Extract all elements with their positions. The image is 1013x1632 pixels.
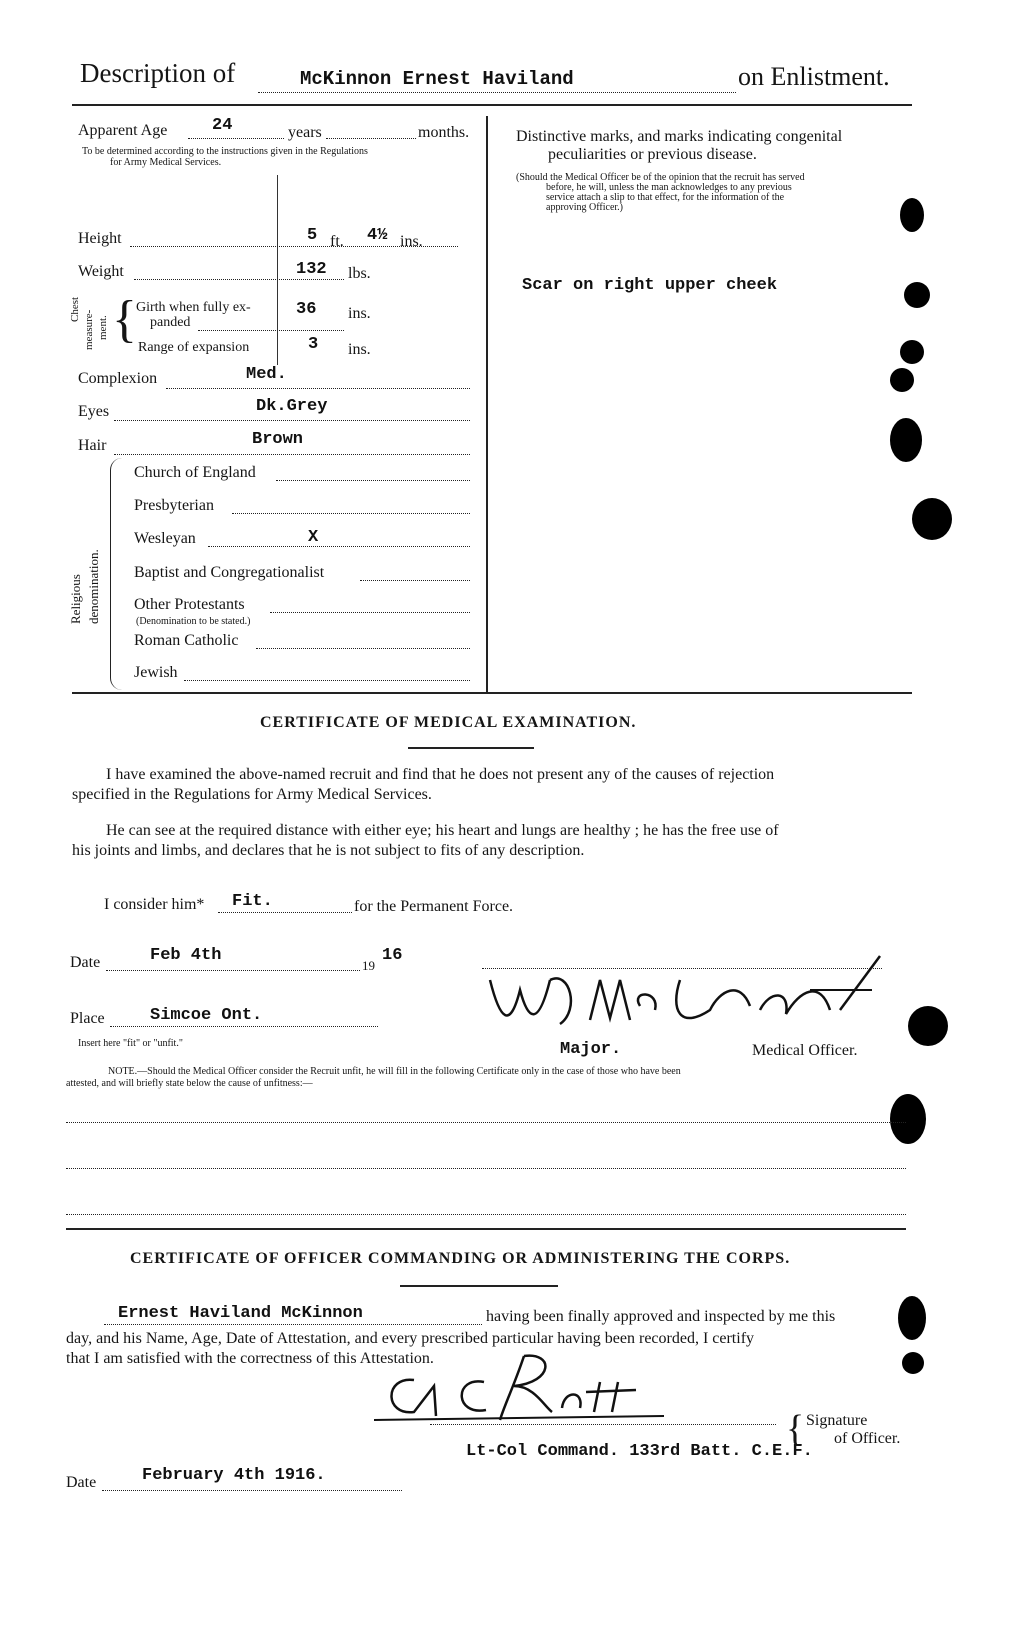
religion-church-of-england: Church of England [134,464,256,481]
place-dots [110,1026,378,1027]
years-label: years [288,124,322,141]
recruit-name: McKinnon Ernest Haviland [300,68,574,90]
chest-label-1: Chest [69,296,81,322]
religion-presbyterian: Presbyterian [134,497,214,514]
girth-label-1: Girth when fully ex- [136,300,251,315]
religion-roman-catholic: Roman Catholic [134,632,239,649]
medical-para1-line1: I have examined the above-named recruit and find that he does not present any of the causes of rejection [106,766,775,783]
range-value: 3 [308,335,319,354]
hair-label: Hair [78,437,107,454]
punch-hole-6 [912,498,952,540]
apparent-age-label: Apparent Age [78,122,168,139]
marks-note-4: approving Officer.) [546,202,624,213]
girth-value: 36 [296,300,317,319]
range-label: Range of expansion [138,340,250,355]
girth-ins: ins. [348,305,371,322]
eyes-label: Eyes [78,403,110,420]
height-label: Height [78,230,122,247]
column-divider [486,116,488,694]
commanding-line3: that I am satisfied with the correctness of this Attestation. [66,1350,434,1367]
punch-hole-3 [900,340,924,364]
insert-note: Insert here "fit" or "unfit." [78,1038,183,1049]
header-name-line [258,92,736,93]
age-note-1: To be determined according to the instructions given in the Regulations [82,146,368,157]
eyes-dots [114,420,470,421]
medical-officer-rank: Major. [560,1040,622,1059]
commanding-name-dots [104,1324,482,1325]
girth-label-2: panded [150,315,191,330]
wesleyan-mark: X [308,528,319,547]
ft-label: ft. [330,233,344,250]
note-line-2: attested, and will briefly state below the cause of unfitness:— [66,1078,313,1089]
religion-baptist: Baptist and Congregationalist [134,564,325,581]
medical-title-rule [408,747,534,749]
chest-label-3: ment. [97,315,109,340]
note-line-1: NOTE.—Should the Medical Officer consider the Recruit unfit, he will fill in the following Certificate only in the case of those who have been [108,1066,681,1077]
hair-value: Brown [252,430,304,449]
commanding-title-rule [400,1285,558,1287]
weight-value: 132 [296,260,327,279]
fitness-value: Fit. [232,892,273,911]
religions-label-2: denomination. [86,549,101,624]
medical-date-value: Feb 4th [150,946,222,965]
medical-para2-line2: his joints and limbs, and declares that he is not subject to fits of any description. [72,842,585,859]
year-suffix: 16 [382,946,403,965]
commanding-title: CERTIFICATE OF OFFICER COMMANDING OR ADMINISTERING THE CORPS. [130,1250,791,1267]
religion-jewish: Jewish [134,664,178,681]
unfit-line-3 [66,1214,906,1215]
signature-label-2: of Officer. [834,1430,901,1447]
place-value: Simcoe Ont. [150,1006,263,1025]
religion-dots-2 [208,546,470,547]
religion-other-protestants: Other Protestants [134,596,245,613]
height-ft-value: 5 [307,226,318,245]
medical-officer-label: Medical Officer. [752,1042,858,1059]
religions-label-1: Religious [68,574,83,624]
age-dots [188,138,284,139]
eyes-value: Dk.Grey [256,397,328,416]
height-ins-label: ins. [400,233,423,250]
chest-brace: { [112,291,137,348]
chest-label-2: measure- [83,309,95,350]
officer-title: Lt-Col Command. 133rd Batt. C.E.F. [466,1442,813,1461]
medical-date-label: Date [70,954,101,971]
header-right: on Enlistment. [738,62,890,91]
denomination-note: (Denomination to be stated.) [136,616,251,627]
field-divider [277,175,278,365]
punch-hole-9 [898,1296,926,1340]
marks-title-2: peculiarities or previous disease. [548,146,757,163]
religion-dots-5 [256,648,470,649]
consider-label: I consider him* [104,896,205,913]
commanding-recruit-name: Ernest Haviland McKinnon [118,1304,363,1323]
commanding-signature-line [430,1424,776,1425]
permanent-force-label: for the Permanent Force. [354,898,514,915]
months-label: months. [418,124,470,141]
religion-wesleyan: Wesleyan [134,530,196,547]
place-label: Place [70,1010,105,1027]
medical-para2-line1: He can see at the required distance with either eye; his heart and lungs are healthy ; he has the free use of [106,822,779,839]
header-rule [72,104,912,106]
commanding-top-rule [66,1228,906,1230]
religion-dots-3 [360,580,470,581]
weight-label: Weight [78,263,124,280]
commanding-date-label: Date [66,1474,97,1491]
age-note-2: for Army Medical Services. [110,157,222,168]
medical-date-dots [106,970,360,971]
religions-brace [110,458,123,690]
header-left: Description of [80,58,236,88]
punch-hole-1 [900,198,924,232]
apparent-age-value: 24 [212,116,233,135]
religion-dots-6 [184,680,470,681]
unfit-line-1 [66,1122,906,1123]
commanding-date-dots [102,1490,402,1491]
punch-hole-2 [904,282,930,308]
complexion-value: Med. [246,365,287,384]
unfit-line-2 [66,1168,906,1169]
religion-dots-1 [232,513,470,514]
medical-title: CERTIFICATE OF MEDICAL EXAMINATION. [260,714,637,731]
commanding-officer-signature [374,1346,674,1430]
punch-hole-10 [902,1352,924,1374]
punch-hole-8 [890,1094,926,1144]
marks-note-1: (Should the Medical Officer be of the opinion that the recruit has served [516,172,805,183]
commanding-line1: having been finally approved and inspected by me this [486,1308,836,1325]
medical-para1-line2: specified in the Regulations for Army Medical Services. [72,786,432,803]
complexion-label: Complexion [78,370,158,387]
complexion-dots [166,388,470,389]
signature-label-1: Signature [806,1412,868,1429]
lbs-label: lbs. [348,265,371,282]
girth-dots [198,330,344,331]
table-bottom-rule [72,692,912,694]
weight-dots [134,279,344,280]
height-in-value: 4½ [367,226,388,245]
religion-dots-4 [270,612,470,613]
consider-dots [218,912,352,913]
marks-note-2: before, he will, unless the man acknowledges to any previous [546,182,792,193]
months-dots [326,138,416,139]
signature-brace: { [786,1408,805,1450]
marks-title-1: Distinctive marks, and marks indicating congenital [516,128,843,145]
year-prefix: 19 [362,958,375,973]
religion-dots-0 [276,480,470,481]
range-ins: ins. [348,341,371,358]
punch-hole-7 [908,1006,948,1046]
punch-hole-4 [890,368,914,392]
hair-dots [114,454,470,455]
marks-note-3: service attach a slip to that effect, for the information of the [546,192,785,203]
commanding-line2: day, and his Name, Age, Date of Attestation, and every prescribed particular having been recorded, I certify [66,1330,755,1347]
punch-hole-5 [890,418,922,462]
distinctive-marks-value: Scar on right upper cheek [522,276,778,295]
commanding-date-value: February 4th 1916. [142,1466,326,1485]
medical-officer-signature [480,950,900,1046]
